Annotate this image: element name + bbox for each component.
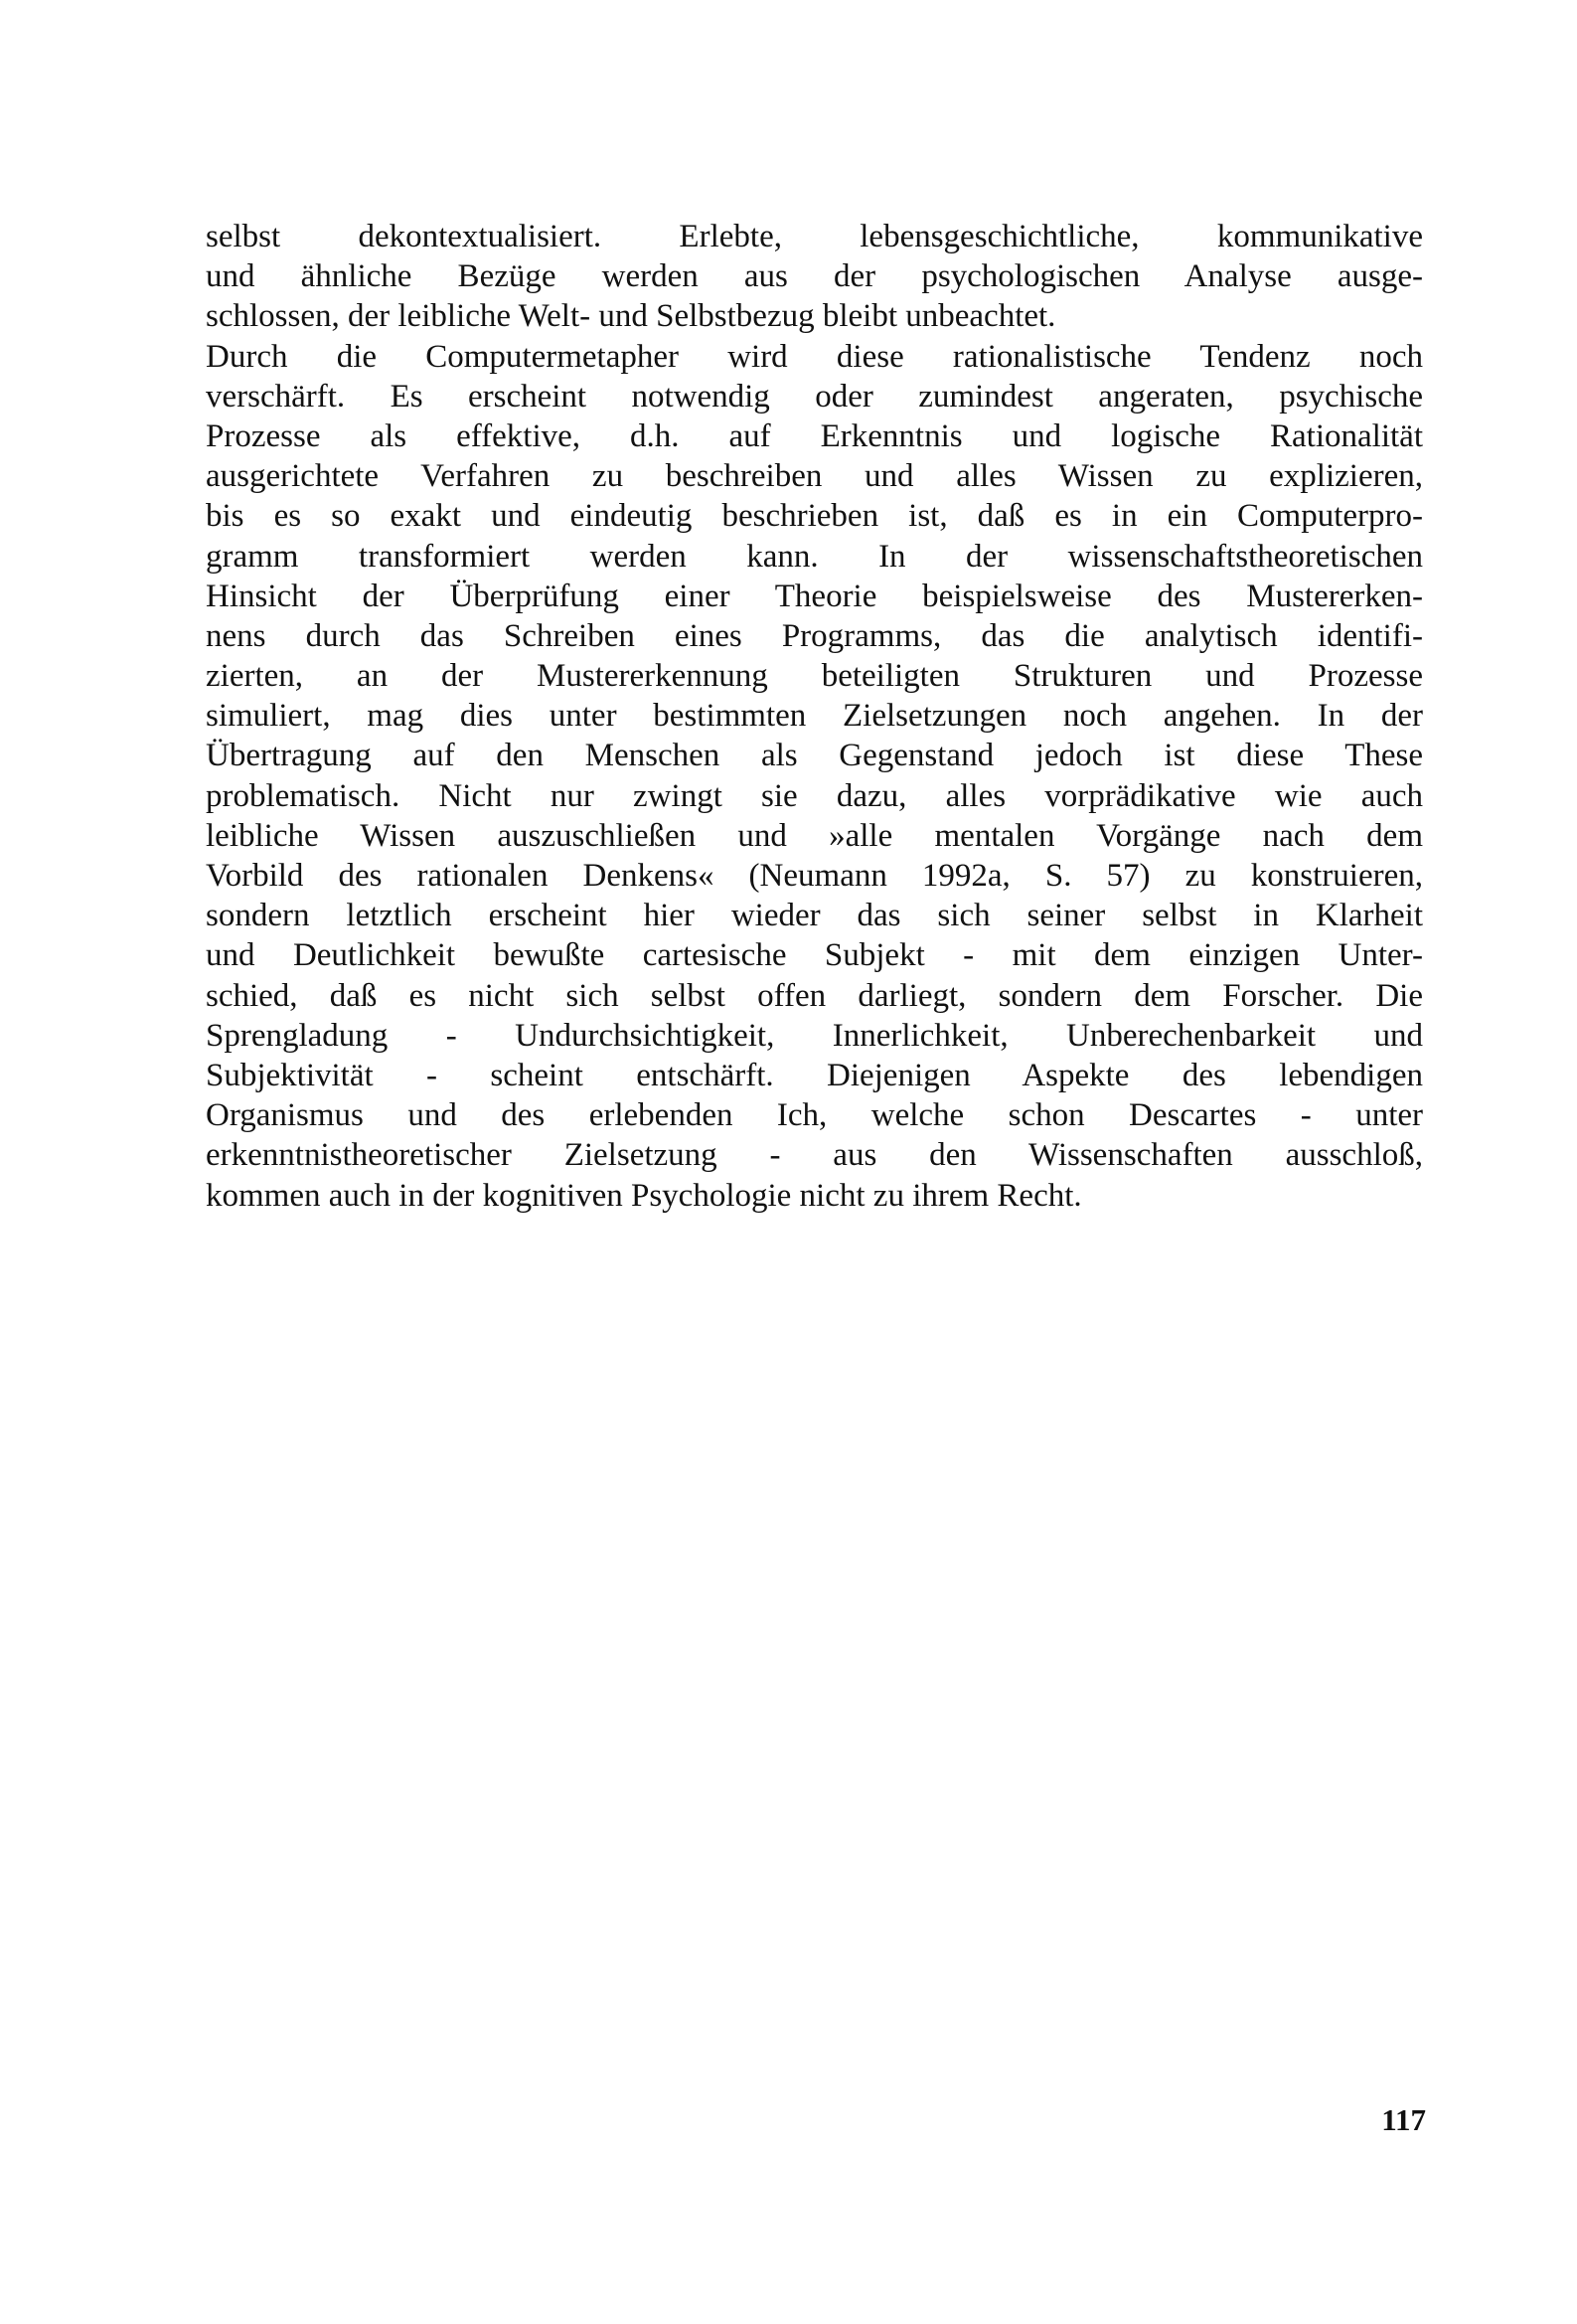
text-line: Übertragung auf den Menschen als Gegenstand jedoch ist diese These	[206, 738, 1423, 774]
text-line: kommen auch in der kognitiven Psychologie nicht zu ihrem Recht.	[206, 1177, 1082, 1214]
page-number: 117	[1381, 2102, 1426, 2137]
text-line: schied, daß es nicht sich selbst offen darliegt, sondern dem Forscher. Die	[206, 977, 1423, 1014]
text-line: Subjektivität - scheint entschärft. Diejenigen Aspekte des lebendigen	[206, 1057, 1423, 1093]
text-line: nens durch das Schreiben eines Programms, das die analytisch identifi-	[206, 617, 1423, 654]
text-line: leibliche Wissen auszuschließen und »alle mentalen Vorgänge nach dem	[206, 817, 1423, 854]
text-line: Hinsicht der Überprüfung einer Theorie beispielsweise des Mustererken-	[206, 578, 1423, 614]
text-line: schlossen, der leibliche Welt- und Selbstbezug bleibt unbeachtet.	[206, 298, 1056, 335]
body-text	[206, 217, 1423, 1216]
text-line: gramm transformiert werden kann. In der wissenschaftstheoretischen	[206, 538, 1423, 575]
text-line: Organismus und des erlebenden Ich, welche schon Descartes - unter	[206, 1097, 1423, 1134]
text-line: erkenntnistheoretischer Zielsetzung - aus den Wissenschaften ausschloß,	[206, 1137, 1423, 1174]
text-line: sondern letztlich erscheint hier wieder das sich seiner selbst in Klarheit	[206, 898, 1423, 934]
text-line: und Deutlichkeit bewußte cartesische Subjekt - mit dem einzigen Unter-	[206, 937, 1423, 974]
text-line: selbst dekontextualisiert. Erlebte, lebensgeschichtliche, kommunikative	[206, 219, 1423, 254]
text-line: verschärft. Es erscheint notwendig oder zumindest angeraten, psychische	[206, 378, 1423, 415]
text-line: bis es so exakt und eindeutig beschrieben ist, daß es in ein Computerpro-	[206, 498, 1423, 535]
text-line: ausgerichtete Verfahren zu beschreiben und alles Wissen zu explizieren,	[206, 458, 1423, 495]
text-line: Durch die Computermetapher wird diese rationalistische Tendenz noch	[206, 338, 1423, 375]
text-line: problematisch. Nicht nur zwingt sie dazu, alles vorprädikative wie auch	[206, 777, 1423, 814]
text-line: Prozesse als effektive, d.h. auf Erkenntnis und logische Rationalität	[206, 417, 1423, 454]
text-line: simuliert, mag dies unter bestimmten Zielsetzungen noch angehen. In der	[206, 698, 1423, 735]
text-line: und ähnliche Bezüge werden aus der psychologischen Analyse ausge-	[206, 258, 1423, 295]
text-line: Sprengladung - Undurchsichtigkeit, Innerlichkeit, Unberechenbarkeit und	[206, 1017, 1423, 1054]
text-line: Vorbild des rationalen Denkens« (Neumann 1992a, S. 57) zu konstruieren,	[206, 858, 1423, 894]
text-line: zierten, an der Mustererkennung beteiligten Strukturen und Prozesse	[206, 658, 1423, 695]
